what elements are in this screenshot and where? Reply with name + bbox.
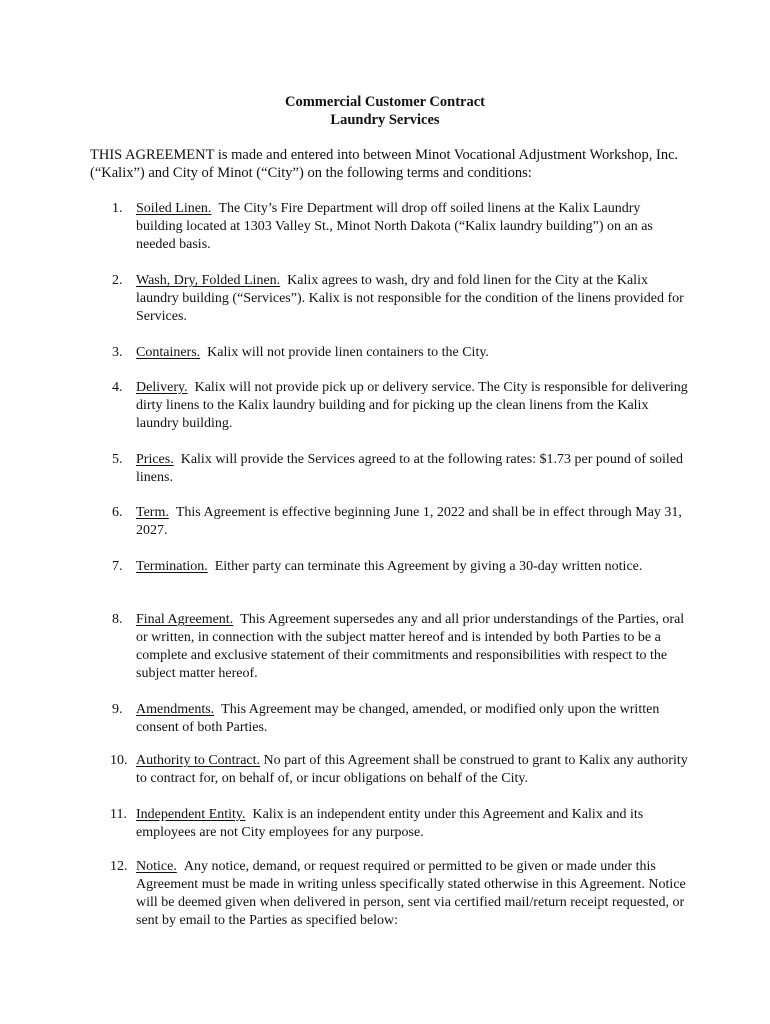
- clause-text: Kalix agrees to wash, dry and fold linen for the City at the Kalix laundry building (“Services”). Kalix is not responsible for the condition of the linens provided for Services.: [136, 273, 684, 324]
- clause-heading: Notice.: [136, 859, 177, 874]
- clause-number: 10.: [110, 753, 128, 768]
- clause-heading: Term.: [136, 505, 169, 520]
- clause-heading: Termination.: [136, 559, 208, 574]
- clause-5: [90, 451, 690, 487]
- clause-text: Any notice, demand, or request required or permitted to be given or made under this Agreement must be made in writing unless specifically stated otherwise in this Agreement. Notice will be deemed given when delivered in person, sent via certified mail/return receipt requested, or sent by email to the Parties as specified below:: [136, 859, 686, 928]
- clause-heading: Delivery.: [136, 380, 188, 395]
- clause-10: [90, 752, 690, 788]
- clause-heading: Independent Entity.: [136, 807, 246, 822]
- clause-text: The City’s Fire Department will drop off soiled linens at the Kalix Laundry building located at 1303 Valley St., Minot North Dakota (“Kalix laundry building”) on an as needed basis.: [136, 201, 653, 252]
- clause-number: 9.: [112, 702, 123, 717]
- clause-number: 8.: [112, 612, 123, 627]
- clause-heading: Soiled Linen.: [136, 201, 212, 216]
- clause-text: No part of this Agreement shall be construed to grant to Kalix any authority to contract for, on behalf of, or incur obligations on behalf of the City.: [136, 753, 688, 786]
- clause-number: 7.: [112, 559, 123, 574]
- clause-12: [90, 858, 690, 930]
- clause-number: 11.: [110, 807, 127, 822]
- clause-number: 4.: [112, 380, 123, 395]
- clause-6: [90, 504, 690, 540]
- clause-11: [90, 806, 690, 842]
- clause-text: Kalix will not provide linen containers to the City.: [207, 345, 489, 360]
- title-line-2: Laundry Services: [330, 112, 440, 128]
- clause-number: 3.: [112, 345, 123, 360]
- clause-1: [90, 200, 690, 254]
- clause-number: 5.: [112, 452, 123, 467]
- clause-heading: Wash, Dry, Folded Linen.: [136, 273, 281, 288]
- clause-text: Either party can terminate this Agreement by giving a 30-day written notice.: [214, 559, 643, 574]
- clause-heading: Final Agreement.: [136, 612, 234, 627]
- clause-heading: Amendments.: [136, 702, 215, 717]
- clause-heading: Authority to Contract.: [136, 753, 261, 768]
- clause-number: 12.: [110, 859, 128, 874]
- clause-8: [90, 611, 690, 683]
- clause-number: 2.: [112, 273, 123, 288]
- document-title: [0, 93, 770, 129]
- clause-3: [90, 344, 690, 362]
- clause-heading: Containers.: [136, 345, 201, 360]
- clause-text: This Agreement supersedes any and all prior understandings of the Parties, oral or written, in connection with the subject matter hereof and is intended by both Parties to be a complete and exclusive statement of their commitments and responsibilities with respect to the subject matter hereof.: [136, 612, 685, 681]
- clause-7: [90, 558, 690, 576]
- clause-number: 1.: [112, 201, 123, 216]
- clause-2: [90, 272, 690, 326]
- clause-text: This Agreement may be changed, amended, or modified only upon the written consent of both Parties.: [136, 702, 660, 735]
- clause-9: [90, 701, 690, 737]
- clause-4: [90, 379, 690, 433]
- clause-number: 6.: [112, 505, 123, 520]
- clause-text: This Agreement is effective beginning June 1, 2022 and shall be in effect through May 31, 2027.: [136, 505, 682, 538]
- clause-text: Kalix will not provide pick up or delivery service. The City is responsible for delivering dirty linens to the Kalix laundry building and for picking up the clean linens from the Kalix laundry building.: [136, 380, 688, 431]
- clause-heading: Prices.: [136, 452, 174, 467]
- clause-text: Kalix is an independent entity under this Agreement and Kalix and its employees are not City employees for any purpose.: [136, 807, 644, 840]
- intro-paragraph: THIS AGREEMENT is made and entered into between Minot Vocational Adjustment Workshop, Inc. (“Kalix”) and City of Minot (“City”) on the following terms and conditions:: [90, 147, 679, 181]
- clause-text: Kalix will provide the Services agreed to at the following rates: $1.73 per pound of soiled linens.: [136, 452, 684, 485]
- title-line-1: Commercial Customer Contract: [285, 94, 485, 110]
